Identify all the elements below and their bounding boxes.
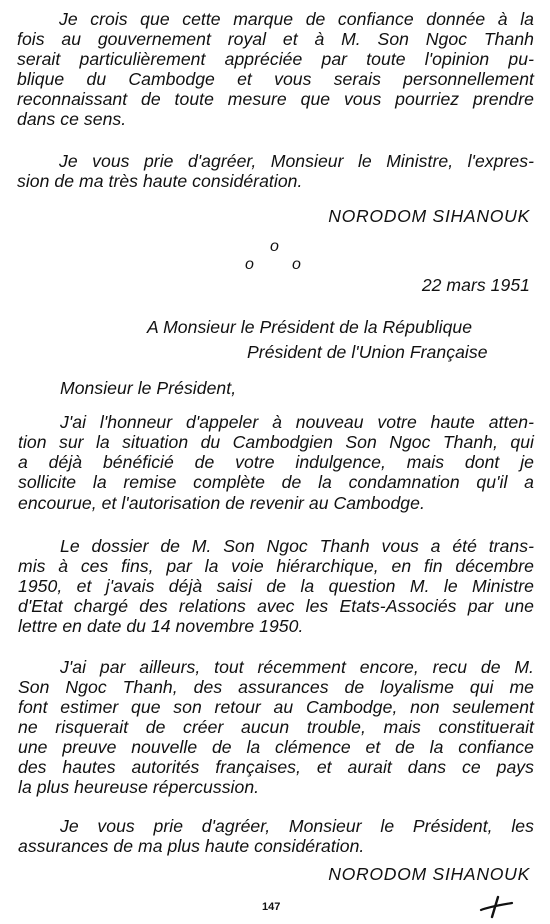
text-line: 1950, et j'avais déjà saisi de la question M. le Ministre (18, 576, 534, 596)
text-line: ne risquerait de créer aucun trouble, mais constituerait (18, 717, 534, 737)
text-line: sollicite la remise complète de la condamnation qu'il a (18, 472, 534, 492)
addressee-line: Président de l'Union Française (247, 342, 488, 362)
text-line: a déjà bénéficié de votre indulgence, mais dont je (18, 452, 534, 472)
text-line: blique du Cambodge et vous serais personnellement (17, 69, 534, 89)
text-line: Son Ngoc Thanh, des assurances de loyalisme qui me (18, 677, 534, 697)
text-line: Je vous prie d'agréer, Monsieur le Président, les (60, 816, 534, 836)
separator-ornament: o (292, 256, 301, 273)
text-line: assurances de ma plus haute considération. (18, 836, 365, 856)
text-line: mis à ces fins, par la voie hiérarchique, en fin décembre (18, 556, 534, 576)
addressee-line: A Monsieur le Président de la République (147, 317, 473, 337)
text-line: dans ce sens. (17, 109, 127, 129)
text-line: fois au gouvernement royal et à M. Son Ngoc Thanh (17, 29, 534, 49)
text-line: encourue, et l'autorisation de revenir au Cambodge. (18, 493, 425, 513)
signature: NORODOM SIHANOUK (328, 206, 530, 226)
text-line: d'Etat chargé des relations avec les Etats-Associés par une (18, 596, 534, 616)
text-line: tion sur la situation du Cambodgien Son Ngoc Thanh, qui (18, 432, 534, 452)
text-line: une preuve nouvelle de la clémence et de la confiance (18, 737, 534, 757)
separator-ornament: o (245, 256, 254, 273)
text-line: font estimer que son retour au Cambodge, non seulement (18, 697, 534, 717)
text-line: Le dossier de M. Son Ngoc Thanh vous a été trans- (60, 536, 534, 556)
text-line: Je vous prie d'agréer, Monsieur le Ministre, l'expres- (59, 151, 534, 171)
text-line: lettre en date du 14 novembre 1950. (18, 616, 304, 636)
signature: NORODOM SIHANOUK (328, 864, 530, 884)
text-line: la plus heureuse répercussion. (18, 777, 260, 797)
text-line: sion de ma très haute considération. (17, 171, 303, 191)
text-line: serait particulièrement appréciée par toute l'opinion pu- (17, 49, 534, 69)
salutation: Monsieur le Président, (60, 378, 237, 398)
text-line: des hautes autorités françaises, et aurait dans ce pays (18, 757, 534, 777)
page-number: 147 (262, 901, 281, 913)
text-line: J'ai par ailleurs, tout récemment encore, recu de M. (60, 657, 534, 677)
handwritten-mark (478, 894, 514, 920)
text-line: J'ai l'honneur d'appeler à nouveau votre haute atten- (60, 412, 534, 432)
date: 22 mars 1951 (421, 275, 530, 295)
text-line: reconnaissant de toute mesure que vous pourriez prendre (17, 89, 534, 109)
separator-ornament: o (270, 238, 279, 255)
text-line: Je crois que cette marque de confiance donnée à la (59, 9, 534, 29)
